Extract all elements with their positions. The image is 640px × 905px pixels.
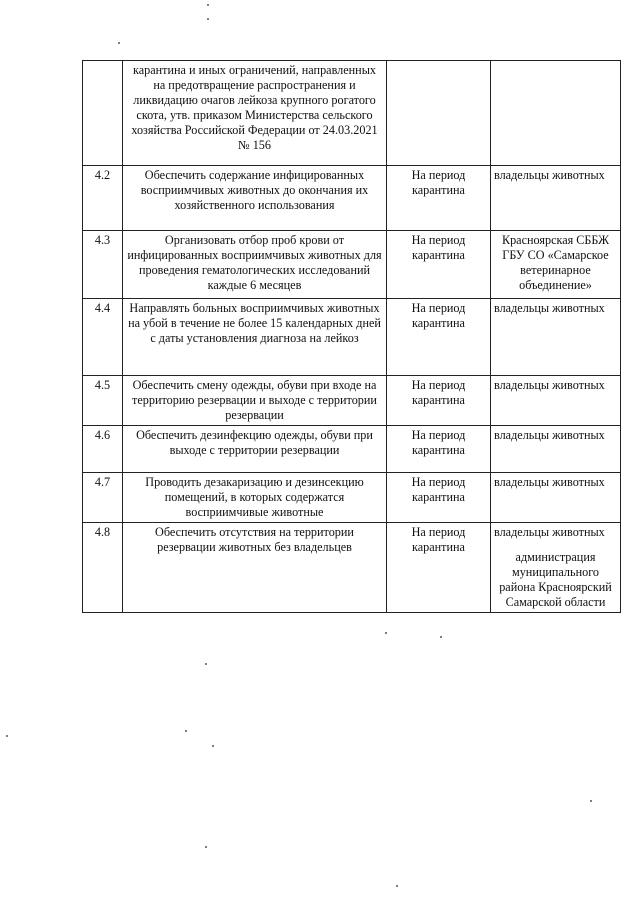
row-responsible: владельцы животных (491, 299, 621, 376)
row-term (387, 61, 491, 166)
row-term: На период карантина (387, 231, 491, 299)
scan-speck (205, 663, 207, 665)
scan-speck (207, 4, 209, 6)
row-term: На период карантина (387, 299, 491, 376)
row-number: 4.3 (83, 231, 123, 299)
scan-speck (207, 18, 209, 20)
scan-speck (205, 846, 207, 848)
row-action: Организовать отбор проб крови от инфицированных восприимчивых животных для проведения гематологических исследований каждые 6 месяцев (123, 231, 387, 299)
row-number: 4.6 (83, 426, 123, 473)
row-action: Обеспечить дезинфекцию одежды, обуви при выходе с территории резервации (123, 426, 387, 473)
row-number: 4.7 (83, 473, 123, 523)
row-responsible: владельцы животных (491, 473, 621, 523)
row-term: На период карантина (387, 166, 491, 231)
row-term: На период карантина (387, 473, 491, 523)
row-responsible: владельцы животных (491, 376, 621, 426)
row-number: 4.8 (83, 523, 123, 613)
table-row (83, 231, 621, 299)
row-responsible: владельцы животных (494, 525, 605, 539)
scan-speck (385, 632, 387, 634)
row-action: карантина и иных ограничений, направленных на предотвращение распространения и ликвидацию очагов лейкоза крупного рогатого скота, утв. приказом Министерства сельского хозяйства Российской Федерации от 24.03.2021 № 156 (123, 61, 387, 166)
row-number: 4.2 (83, 166, 123, 231)
row-action: Проводить дезакаризацию и дезинсекцию помещений, в которых содержатся восприимчивые животные (123, 473, 387, 523)
table-row (83, 376, 621, 426)
table-row (83, 426, 621, 473)
table-row (83, 166, 621, 231)
measures-table (82, 60, 621, 613)
table-row (83, 299, 621, 376)
row-responsible: Красноярская СББЖ ГБУ СО «Самарское ветеринарное объединение» (491, 231, 621, 299)
row-responsible: владельцы животных (491, 426, 621, 473)
row-responsible: владельцы животных (491, 166, 621, 231)
row-action: Обеспечить содержание инфицированных восприимчивых животных до окончания их хозяйственного использования (123, 166, 387, 231)
scan-speck (212, 745, 214, 747)
row-term: На период карантина (387, 523, 491, 613)
scan-speck (440, 636, 442, 638)
scan-speck (396, 885, 398, 887)
row-responsible (491, 61, 621, 166)
row-number (83, 61, 123, 166)
row-action: Обеспечить смену одежды, обуви при входе на территорию резервации и выходе с территории резервации (123, 376, 387, 426)
row-term: На период карантина (387, 426, 491, 473)
row-responsible-cell (491, 523, 621, 613)
scan-speck (6, 735, 8, 737)
row-action: Направлять больных восприимчивых животных на убой в течение не более 15 календарных дней с даты установления диагноза на лейкоз (123, 299, 387, 376)
scan-speck (185, 730, 187, 732)
row-action: Обеспечить отсутствия на территории резервации животных без владельцев (123, 523, 387, 613)
table-row (83, 61, 621, 166)
scan-speck (590, 800, 592, 802)
row-term: На период карантина (387, 376, 491, 426)
table-row (83, 523, 621, 613)
scan-speck (118, 42, 120, 44)
row-responsible-extra: администрация муниципального района Красноярский Самарской области (499, 550, 612, 609)
row-number: 4.4 (83, 299, 123, 376)
row-number: 4.5 (83, 376, 123, 426)
table-row (83, 473, 621, 523)
